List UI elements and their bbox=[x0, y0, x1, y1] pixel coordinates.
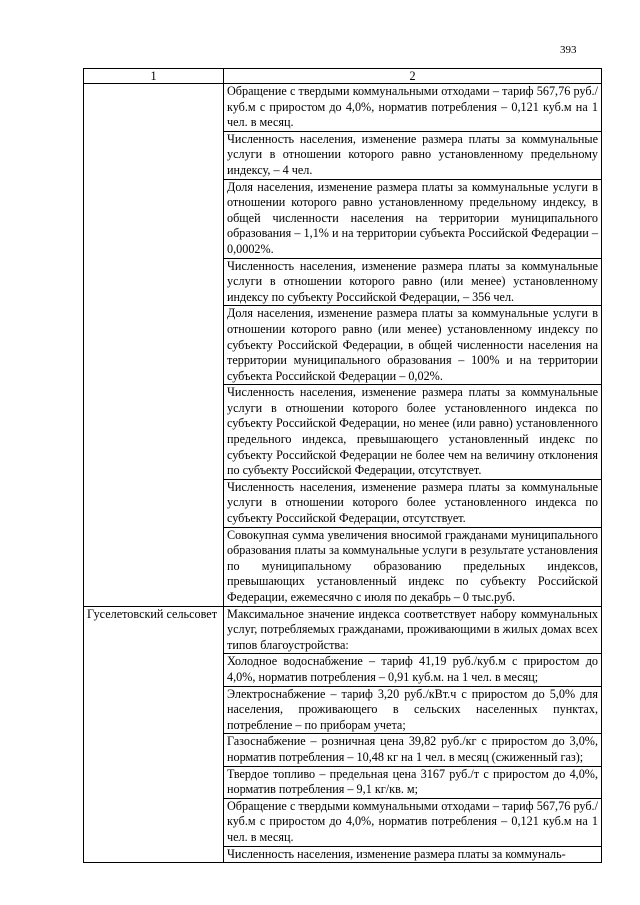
description-cell bbox=[224, 606, 602, 863]
paragraph: Доля населения, изменение размера платы за коммунальные услуги в отношении которого равно (или менее) установленному индексу по субъекту Российской Федерации, в общей численности населения на территории муниципального образования – 100% и на территории субъекта Российской Федерации – 0,02%. bbox=[224, 305, 601, 384]
header-col-2: 2 bbox=[224, 69, 602, 84]
table-row bbox=[84, 606, 602, 863]
paragraph: Обращение с твердыми коммунальными отходами – тариф 567,76 руб./куб.м с приростом до 4,0%, норматив потребления – 0,121 куб.м на 1 чел. в месяц. bbox=[227, 84, 598, 130]
tariff-table bbox=[83, 68, 602, 863]
paragraph: Максимальное значение индекса соответствует набору коммунальных услуг, потребляемых гражданами, проживающими в жилых домах всех типов благоустройства: bbox=[227, 606, 598, 652]
paragraph: Численность населения, изменение размера платы за коммунальные услуги в отношении которого равно установленному предельному индексу, – 4 чел. bbox=[224, 131, 601, 179]
description-cell bbox=[224, 84, 602, 607]
table-header-row bbox=[84, 69, 602, 84]
paragraph: Численность населения, изменение размера платы за коммуналь- bbox=[224, 846, 601, 863]
paragraph: Численность населения, изменение размера платы за коммунальные услуги в отношении которого равно (или менее) установленному индексу по субъекту Российской Федерации, – 356 чел. bbox=[224, 258, 601, 306]
paragraph: Холодное водоснабжение – тариф 41,19 руб./куб.м с приростом до 4,0%, норматив потребления – 0,91 куб.м. на 1 чел. в месяц; bbox=[224, 653, 601, 685]
table-row bbox=[84, 84, 602, 607]
header-col-1: 1 bbox=[84, 69, 224, 84]
paragraph: Совокупная сумма увеличения вносимой гражданами муниципального образования платы за коммунальные услуги в результате установления по муниципальному образованию предельных индексов, превышающих установленный индекс по субъекту Российской Федерации, ежемесячно с июля по декабрь – 0 тыс.руб. bbox=[224, 527, 601, 606]
paragraph: Электроснабжение – тариф 3,20 руб./кВт.ч с приростом до 5,0% для населения, проживающего в сельских населенных пунктах, потребление – по приборам учета; bbox=[224, 686, 601, 734]
page-number: 393 bbox=[560, 44, 577, 56]
district-cell: Гуселетовский сельсовет bbox=[84, 606, 224, 863]
paragraph: Газоснабжение – розничная цена 39,82 руб./кг с приростом до 3,0%, норматив потребления – 10,48 кг на 1 чел. в месяц (сжиженный газ); bbox=[224, 733, 601, 765]
district-cell bbox=[84, 84, 224, 607]
paragraph: Численность населения, изменение размера платы за коммунальные услуги в отношении которого более установленного индекса по субъекту Российской Федерации, отсутствует. bbox=[224, 479, 601, 527]
paragraph: Численность населения, изменение размера платы за коммунальные услуги в отношении которого более установленного индекса по субъекту Российской Федерации, но менее (или равно) установленного предельного индекса, превышающего установленный индекс по субъекту Российской Федерации не более чем на величину отклонения по субъекту Российской Федерации, отсутствует. bbox=[224, 384, 601, 479]
paragraph: Обращение с твердыми коммунальными отходами – тариф 567,76 руб./куб.м с приростом до 4,0%, норматив потребления – 0,121 куб.м на 1 чел. в месяц. bbox=[224, 798, 601, 846]
paragraph: Доля населения, изменение размера платы за коммунальные услуги в отношении которого равно установленному предельному индексу, в общей численности населения на территории муниципального образования – 1,1% и на территории субъекта Российской Федерации – 0,0002%. bbox=[224, 179, 601, 258]
paragraph: Твердое топливо – предельная цена 3167 руб./т с приростом до 4,0%, норматив потребления – 9,1 кг/кв. м; bbox=[224, 766, 601, 798]
